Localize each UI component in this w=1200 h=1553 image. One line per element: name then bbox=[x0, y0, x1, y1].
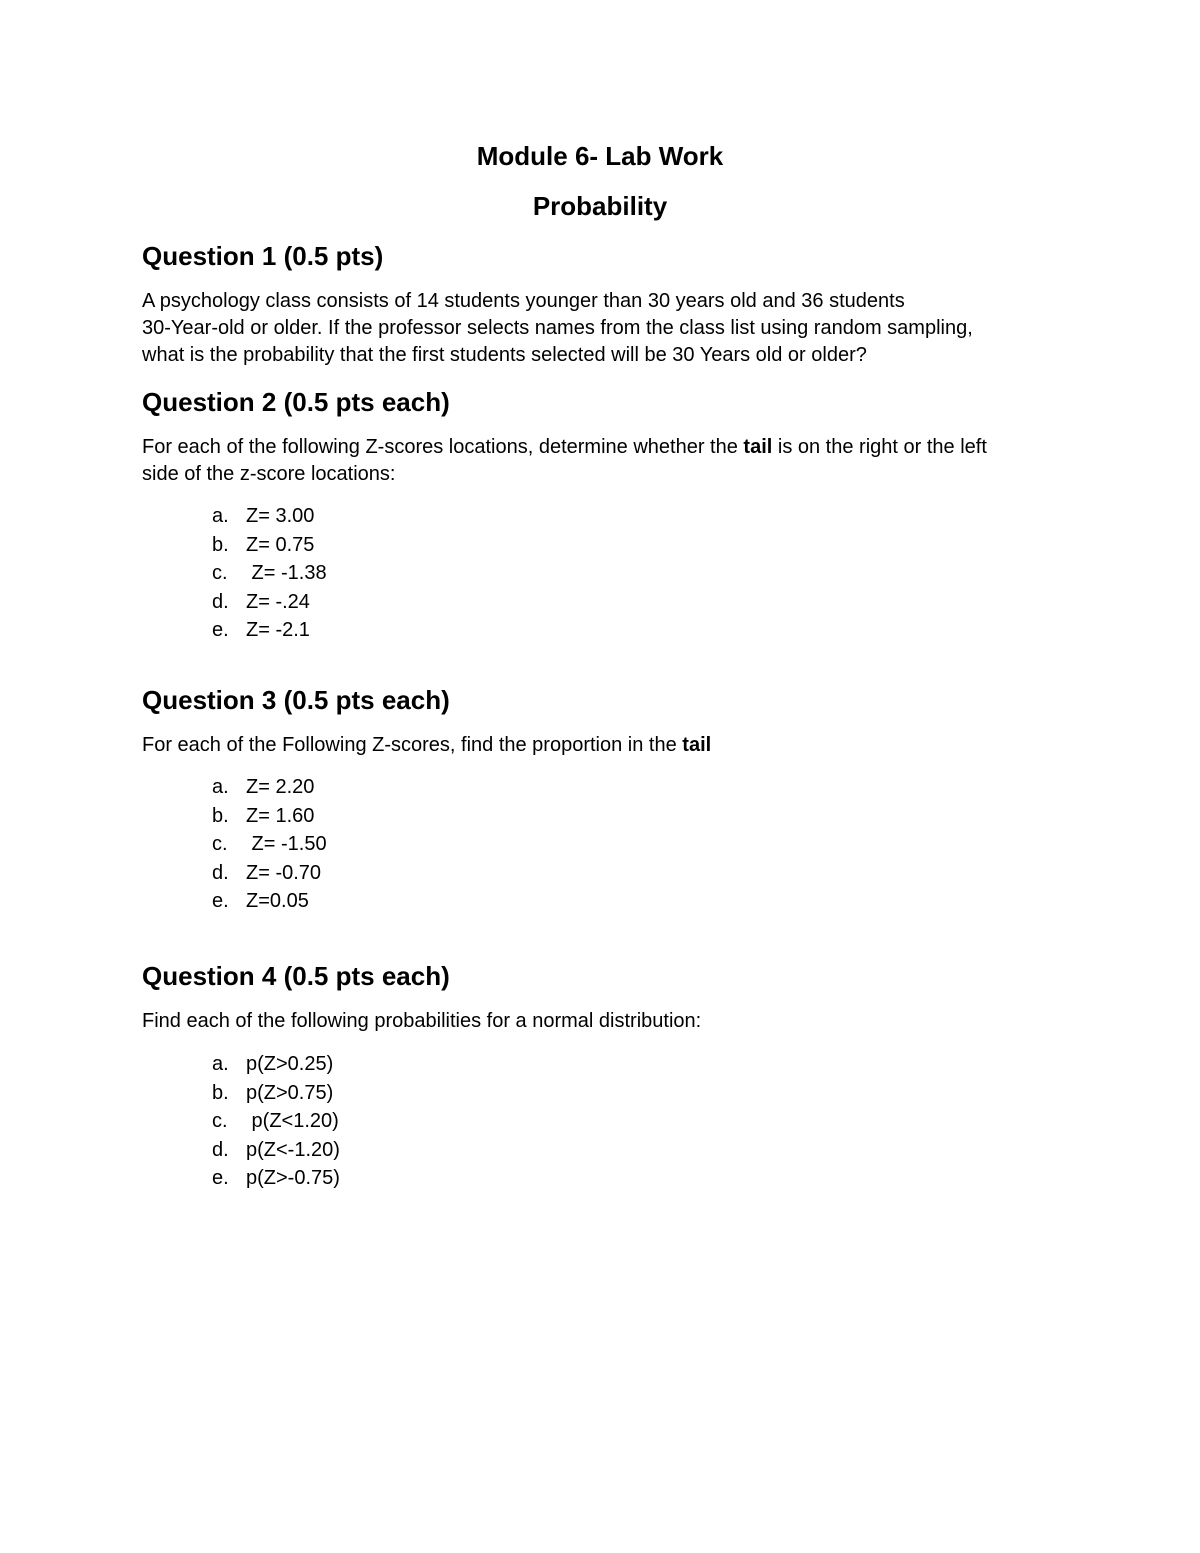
list-item-text: Z=0.05 bbox=[246, 890, 309, 912]
list-item-text: Z= 1.60 bbox=[246, 804, 315, 827]
list-marker: e. bbox=[212, 1167, 229, 1189]
list-item-text: Z= 3.00 bbox=[246, 505, 315, 527]
question-3-text-start: For each of the Following Z-scores, find the proportion in the bbox=[142, 734, 683, 756]
list-item-text: Z= -1.50 bbox=[246, 833, 327, 855]
question-1-line-3: what is the probability that the first students selected will be 30 Years old or older? bbox=[142, 344, 867, 366]
list-marker: e. bbox=[212, 890, 229, 912]
question-2-text bbox=[142, 434, 1062, 488]
question-1-line-1: A psychology class consists of 14 students younger than 30 years old and 36 students bbox=[142, 290, 905, 312]
list-item bbox=[212, 773, 327, 802]
list-marker: a. bbox=[212, 1053, 229, 1075]
list-marker: c. bbox=[212, 562, 228, 584]
question-2-text-end: is on the right or the left bbox=[772, 436, 987, 458]
list-item bbox=[212, 1079, 340, 1108]
question-2-list bbox=[212, 502, 327, 645]
list-item-text: Z= 0.75 bbox=[246, 533, 315, 556]
list-item bbox=[212, 616, 327, 645]
list-item bbox=[212, 1050, 340, 1079]
question-1-line-2: 30-Year-old or older. If the professor selects names from the class list using random sampling, bbox=[142, 317, 973, 339]
question-3-heading: Question 3 (0.5 pts each) bbox=[142, 685, 450, 715]
document-title: Module 6- Lab Work bbox=[476, 141, 724, 171]
list-marker: c. bbox=[212, 833, 228, 855]
question-4-line-1: Find each of the following probabilities for a normal distribution: bbox=[142, 1010, 702, 1032]
question-1-text bbox=[142, 288, 1062, 369]
list-item bbox=[212, 531, 327, 560]
list-item bbox=[212, 887, 327, 916]
list-item bbox=[212, 559, 327, 588]
list-item-text: Z= -2.1 bbox=[246, 619, 310, 641]
question-3-tail-emphasis: tail bbox=[682, 734, 712, 756]
list-item-text: p(Z<1.20) bbox=[246, 1110, 339, 1132]
list-item bbox=[212, 1107, 340, 1136]
question-2-line-1 bbox=[142, 434, 1062, 461]
list-marker: e. bbox=[212, 619, 229, 641]
list-item-text: Z= -.24 bbox=[246, 590, 310, 613]
question-2-heading: Question 2 (0.5 pts each) bbox=[142, 387, 450, 417]
list-marker: d. bbox=[212, 861, 229, 884]
question-2-line-2: side of the z-score locations: bbox=[142, 463, 396, 485]
list-item-text: p(Z>0.75) bbox=[246, 1081, 334, 1104]
question-4-heading: Question 4 (0.5 pts each) bbox=[142, 961, 450, 991]
list-marker: b. bbox=[212, 1081, 229, 1104]
question-2-tail-emphasis: tail bbox=[743, 436, 773, 458]
document-subtitle: Probability bbox=[532, 191, 668, 221]
list-marker: b. bbox=[212, 533, 229, 556]
list-item bbox=[212, 830, 327, 859]
question-3-text bbox=[142, 732, 1062, 759]
list-item-text: p(Z>-0.75) bbox=[246, 1167, 340, 1189]
list-marker: c. bbox=[212, 1110, 228, 1132]
question-3-list bbox=[212, 773, 327, 916]
list-item-text: Z= 2.20 bbox=[246, 776, 315, 798]
list-item-text: p(Z<-1.20) bbox=[246, 1138, 340, 1161]
list-marker: a. bbox=[212, 505, 229, 527]
list-item bbox=[212, 859, 327, 888]
question-4-text bbox=[142, 1008, 1062, 1035]
question-3-line-1 bbox=[142, 732, 1062, 759]
question-1-heading: Question 1 (0.5 pts) bbox=[142, 241, 384, 271]
list-marker: d. bbox=[212, 1138, 229, 1161]
list-marker: d. bbox=[212, 590, 229, 613]
list-item bbox=[212, 1136, 340, 1165]
list-item-text: Z= -0.70 bbox=[246, 861, 322, 884]
list-item-text: p(Z>0.25) bbox=[246, 1053, 334, 1075]
question-4-list bbox=[212, 1050, 340, 1193]
list-item-text: Z= -1.38 bbox=[246, 562, 327, 584]
list-item bbox=[212, 802, 327, 831]
list-item bbox=[212, 1164, 340, 1193]
question-2-text-start: For each of the following Z-scores locations, determine whether the bbox=[142, 436, 744, 458]
list-item bbox=[212, 502, 327, 531]
list-marker: b. bbox=[212, 804, 229, 827]
list-marker: a. bbox=[212, 776, 229, 798]
list-item bbox=[212, 588, 327, 617]
